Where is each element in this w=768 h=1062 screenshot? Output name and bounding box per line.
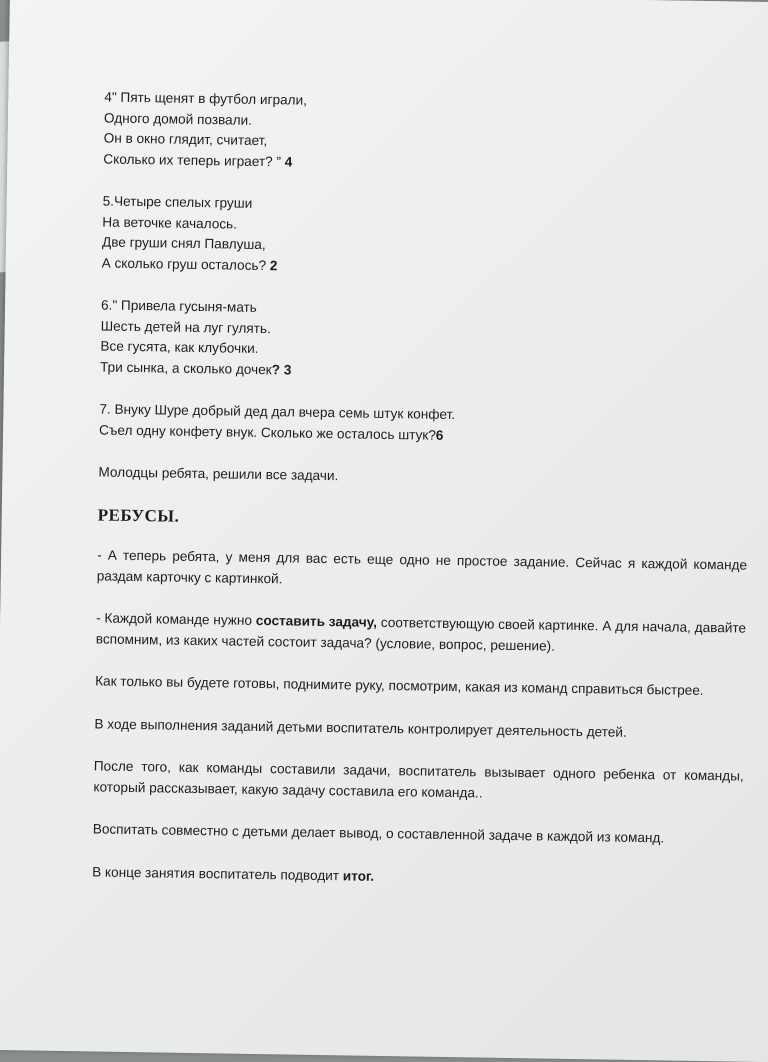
verse-line: 6." Привела гусыня-мать: [100, 297, 257, 315]
verse-line: Он в окно глядит, считает,: [103, 130, 268, 149]
riddle-answer: ? 3: [271, 361, 292, 377]
paragraph: - Каждой команде нужно составить задачу, соответствующую своей картинке. А для начала, давайте вспомним, из каких частей состоит задача? (условие, вопрос, решение).: [95, 610, 747, 654]
riddle-5: [102, 191, 753, 283]
paragraph: Воспитать совместно с детьми делает вывод, о составленной задаче в каждой из команд.: [92, 821, 665, 846]
verse-line: Две груши снял Павлуша,: [101, 234, 266, 253]
paragraph: Как только вы будете готовы, поднимите руку, посмотрим, какая из команд справиться быстрее.: [95, 673, 704, 698]
verse-line: 4" Пять щенят в футбол играли,: [104, 89, 308, 108]
praise-line: Молодцы ребята, решили все задачи.: [98, 464, 339, 484]
paragraph: В конце занятия воспитатель подводит итог.: [92, 863, 375, 884]
riddle-answer: 4: [284, 153, 293, 169]
riddle-answer: 2: [269, 257, 278, 273]
verse-line: Три сынка, а сколько дочек? 3: [99, 358, 292, 377]
paragraph: - А теперь ребята, у меня для вас есть еще одно не простое задание. Сейчас я каждой команде раздам карточку с картинкой.: [96, 547, 748, 586]
verse-line: Сколько их теперь играет? ” 4: [103, 150, 293, 169]
riddle-4: [103, 87, 754, 179]
verse-line: Все гусята, как клубочки.: [100, 338, 259, 356]
verse-line: А сколько груш осталось? 2: [101, 254, 278, 273]
riddle-answer: 6: [435, 427, 444, 443]
riddle-6: [100, 295, 751, 387]
paragraph: После того, как команды составили задачи, воспитатель вызывает одного ребенка от команды, который рассказывает, какую задачу составила его команда..: [93, 758, 744, 801]
verse-line: На веточке качалось.: [102, 213, 238, 232]
paragraph: В ходе выполнения заданий детьми воспитатель контролирует деятельность детей.: [94, 715, 627, 740]
emphasis: итог.: [342, 867, 375, 884]
verse-line: Шесть детей на луг гулять.: [100, 317, 271, 336]
riddle-7: [99, 399, 750, 450]
verse-line: 5.Четыре спелых груши: [102, 193, 253, 211]
emphasis: составить задачу,: [255, 612, 378, 630]
page-content: [92, 87, 755, 914]
verse-line: Одного домой позвали.: [103, 109, 253, 128]
section-heading: РЕБУСЫ.: [97, 504, 180, 526]
verse-line: 7. Внуку Шуре добрый дед дал вчера семь штук конфет.: [99, 401, 456, 423]
verse-line: Съел одну конфету внук. Сколько же осталось штук?6: [98, 421, 444, 443]
